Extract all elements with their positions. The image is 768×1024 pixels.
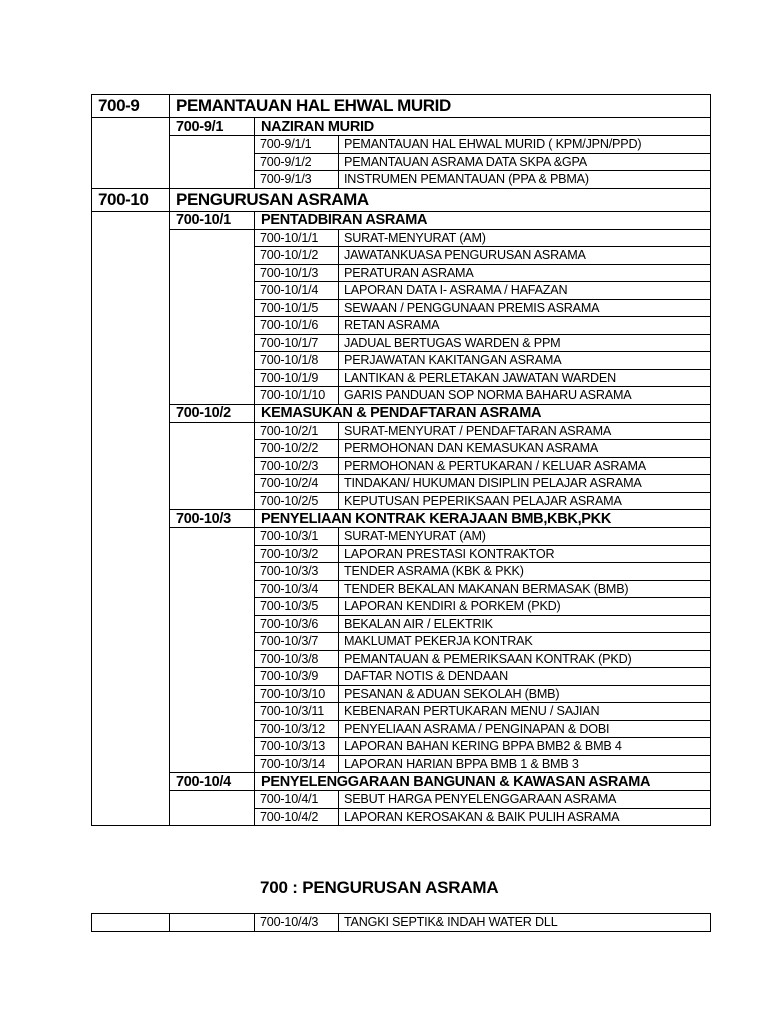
- file-code: 700-10/4/3: [255, 914, 339, 932]
- file-title: SEBUT HARGA PENYELENGGARAAN ASRAMA: [339, 791, 711, 809]
- subsection-code: 700-10/1: [170, 211, 255, 229]
- section-title: PENGURUSAN ASRAMA: [170, 188, 711, 211]
- file-code: 700-10/1/3: [255, 264, 339, 282]
- subsection-indent-cell: [170, 422, 255, 510]
- subsection-row: [92, 211, 711, 229]
- file-item-row: [92, 914, 711, 932]
- subsection-indent-cell: [170, 136, 255, 189]
- file-code: 700-10/2/1: [255, 422, 339, 440]
- file-title: PERJAWATAN KAKITANGAN ASRAMA: [339, 352, 711, 370]
- file-code: 700-10/4/1: [255, 791, 339, 809]
- file-code: 700-10/3/11: [255, 703, 339, 721]
- file-code: 700-10/1/5: [255, 299, 339, 317]
- file-title: PEMANTAUAN HAL EHWAL MURID ( KPM/JPN/PPD): [339, 136, 711, 154]
- subsection-row: [92, 404, 711, 422]
- section-row: [92, 188, 711, 211]
- file-code: 700-10/1/2: [255, 247, 339, 265]
- file-title: PENYELIAAN ASRAMA / PENGINAPAN & DOBI: [339, 720, 711, 738]
- subsection-row: [92, 773, 711, 791]
- file-code: 700-10/1/6: [255, 317, 339, 335]
- section-indent-cell: [92, 118, 170, 189]
- file-title: MAKLUMAT PEKERJA KONTRAK: [339, 633, 711, 651]
- file-title: SURAT-MENYURAT / PENDAFTARAN ASRAMA: [339, 422, 711, 440]
- file-code: 700-10/3/12: [255, 720, 339, 738]
- file-item-row: [92, 136, 711, 154]
- file-title: PEMANTAUAN & PEMERIKSAAN KONTRAK (PKD): [339, 650, 711, 668]
- file-code: 700-10/1/7: [255, 334, 339, 352]
- file-code: 700-10/3/6: [255, 615, 339, 633]
- file-code: 700-9/1/1: [255, 136, 339, 154]
- file-code: 700-10/1/8: [255, 352, 339, 370]
- file-title: JADUAL BERTUGAS WARDEN & PPM: [339, 334, 711, 352]
- subsection-row: [92, 510, 711, 528]
- subsection-indent-cell: [170, 528, 255, 773]
- file-code: 700-10/3/5: [255, 598, 339, 616]
- subsection-title: PENYELIAAN KONTRAK KERAJAAN BMB,KBK,PKK: [255, 510, 711, 528]
- file-code: 700-9/1/2: [255, 153, 339, 171]
- file-code: 700-10/3/9: [255, 668, 339, 686]
- file-code: 700-10/3/13: [255, 738, 339, 756]
- file-item-row: [92, 229, 711, 247]
- subsection-indent-cell: [170, 791, 255, 826]
- section-indent-cell: [92, 211, 170, 826]
- section-row: [92, 95, 711, 118]
- file-code: 700-10/2/2: [255, 440, 339, 458]
- subsection-code: 700-10/3: [170, 510, 255, 528]
- file-code: 700-10/2/5: [255, 492, 339, 510]
- file-title: TENDER BEKALAN MAKANAN BERMASAK (BMB): [339, 580, 711, 598]
- subsection-indent-cell: [170, 229, 255, 404]
- file-title: PEMANTAUAN ASRAMA DATA SKPA &GPA: [339, 153, 711, 171]
- file-code: 700-10/3/3: [255, 563, 339, 581]
- continuation-table: [91, 913, 711, 932]
- file-item-row: [92, 422, 711, 440]
- file-code: 700-10/1/1: [255, 229, 339, 247]
- file-code: 700-10/3/8: [255, 650, 339, 668]
- file-title: LAPORAN DATA I- ASRAMA / HAFAZAN: [339, 282, 711, 300]
- file-title: JAWATANKUASA PENGURUSAN ASRAMA: [339, 247, 711, 265]
- file-code: 700-9/1/3: [255, 171, 339, 189]
- file-title: LAPORAN HARIAN BPPA BMB 1 & BMB 3: [339, 755, 711, 773]
- file-code: 700-10/4/2: [255, 808, 339, 826]
- file-item-row: [92, 528, 711, 546]
- file-title: KEBENARAN PERTUKARAN MENU / SAJIAN: [339, 703, 711, 721]
- file-title: PERMOHONAN DAN KEMASUKAN ASRAMA: [339, 440, 711, 458]
- file-title: LANTIKAN & PERLETAKAN JAWATAN WARDEN: [339, 369, 711, 387]
- subsection-code: 700-10/2: [170, 404, 255, 422]
- file-title: RETAN ASRAMA: [339, 317, 711, 335]
- file-classification-table: [91, 94, 711, 826]
- file-title: LAPORAN KENDIRI & PORKEM (PKD): [339, 598, 711, 616]
- file-code: 700-10/2/4: [255, 475, 339, 493]
- file-title: LAPORAN KEROSAKAN & BAIK PULIH ASRAMA: [339, 808, 711, 826]
- file-title: GARIS PANDUAN SOP NORMA BAHARU ASRAMA: [339, 387, 711, 405]
- subsection-title: PENTADBIRAN ASRAMA: [255, 211, 711, 229]
- subsection-code: 700-10/4: [170, 773, 255, 791]
- subsection-code: 700-9/1: [170, 118, 255, 136]
- page-heading: 700 : PENGURUSAN ASRAMA: [260, 878, 499, 897]
- file-title: PESANAN & ADUAN SEKOLAH (BMB): [339, 685, 711, 703]
- file-title: DAFTAR NOTIS & DENDAAN: [339, 668, 711, 686]
- file-code: 700-10/3/7: [255, 633, 339, 651]
- file-title: LAPORAN BAHAN KERING BPPA BMB2 & BMB 4: [339, 738, 711, 756]
- file-title: TINDAKAN/ HUKUMAN DISIPLIN PELAJAR ASRAMA: [339, 475, 711, 493]
- file-title: SURAT-MENYURAT (AM): [339, 229, 711, 247]
- section-indent-cell: [92, 914, 170, 932]
- file-code: 700-10/3/14: [255, 755, 339, 773]
- file-title: SEWAAN / PENGGUNAAN PREMIS ASRAMA: [339, 299, 711, 317]
- file-code: 700-10/1/10: [255, 387, 339, 405]
- subsection-title: KEMASUKAN & PENDAFTARAN ASRAMA: [255, 404, 711, 422]
- section-code: 700-9: [92, 95, 170, 118]
- file-title: SURAT-MENYURAT (AM): [339, 528, 711, 546]
- file-title: PERATURAN ASRAMA: [339, 264, 711, 282]
- file-title: BEKALAN AIR / ELEKTRIK: [339, 615, 711, 633]
- file-code: 700-10/2/3: [255, 457, 339, 475]
- file-code: 700-10/3/4: [255, 580, 339, 598]
- file-title: INSTRUMEN PEMANTAUAN (PPA & PBMA): [339, 171, 711, 189]
- file-title: PERMOHONAN & PERTUKARAN / KELUAR ASRAMA: [339, 457, 711, 475]
- file-code: 700-10/3/2: [255, 545, 339, 563]
- file-title: TANGKI SEPTIK& INDAH WATER DLL: [339, 914, 711, 932]
- file-code: 700-10/3/10: [255, 685, 339, 703]
- section-code: 700-10: [92, 188, 170, 211]
- file-item-row: [92, 791, 711, 809]
- file-title: LAPORAN PRESTASI KONTRAKTOR: [339, 545, 711, 563]
- file-title: TENDER ASRAMA (KBK & PKK): [339, 563, 711, 581]
- file-title: KEPUTUSAN PEPERIKSAAN PELAJAR ASRAMA: [339, 492, 711, 510]
- section-title: PEMANTAUAN HAL EHWAL MURID: [170, 95, 711, 118]
- file-code: 700-10/1/9: [255, 369, 339, 387]
- subsection-title: PENYELENGGARAAN BANGUNAN & KAWASAN ASRAMA: [255, 773, 711, 791]
- file-code: 700-10/1/4: [255, 282, 339, 300]
- subsection-indent-cell: [170, 914, 255, 932]
- subsection-row: [92, 118, 711, 136]
- subsection-title: NAZIRAN MURID: [255, 118, 711, 136]
- file-code: 700-10/3/1: [255, 528, 339, 546]
